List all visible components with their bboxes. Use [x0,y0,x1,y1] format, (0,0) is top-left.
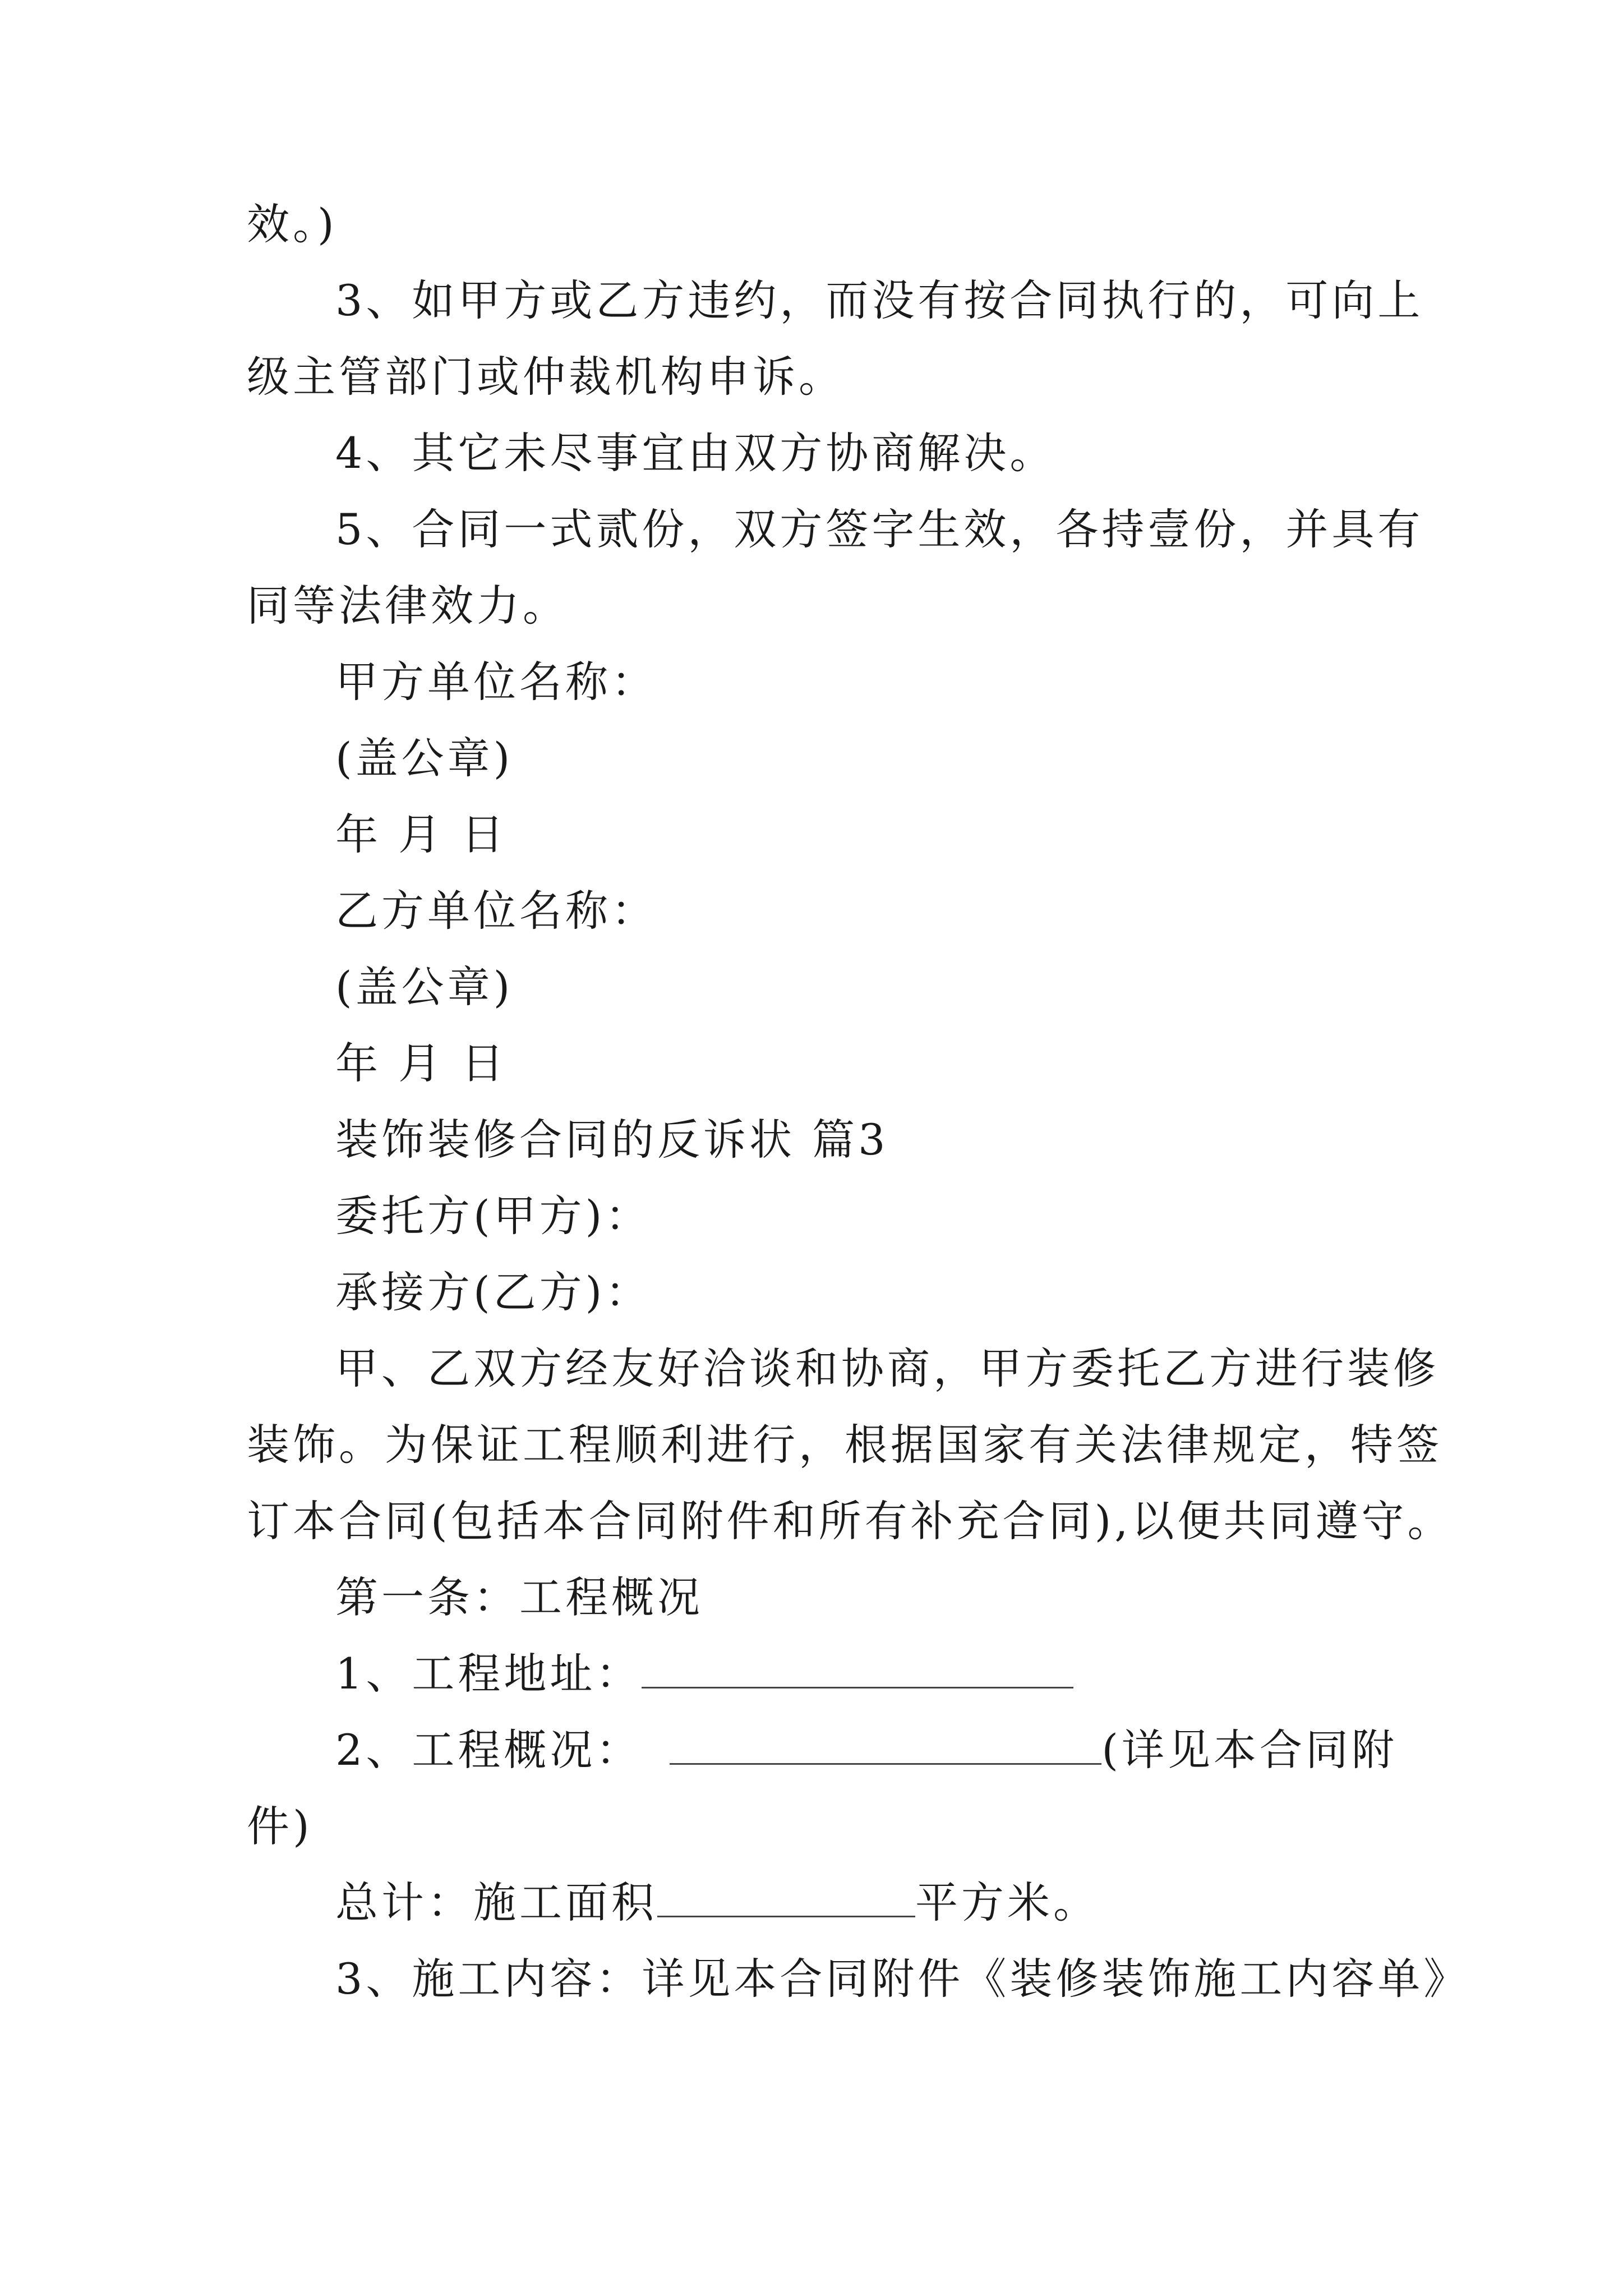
party-b-seal: (盖公章) [335,962,514,1012]
project-overview-note: (详见本合同附 [1101,1725,1398,1775]
construction-content: 3、施工内容：详见本合同附件《装修装饰施工内容单》 [335,1954,1470,2004]
party-b-date: 年 月 日 [335,1038,508,1088]
contractor-party-label: 承接方(乙方)： [335,1267,652,1317]
project-address-blank [642,1648,1073,1688]
intro-line-2: 装饰。为保证工程顺利进行，根据国家有关法律规定，特签 [247,1420,1442,1470]
clause-3-line-1: 3、如甲方或乙方违约，而没有按合同执行的，可向上 [335,275,1424,325]
project-overview-row [335,1722,1398,1778]
project-address-label: 1、工程地址： [335,1649,642,1699]
project-overview-label: 2、工程概况： [335,1725,642,1775]
clause-4: 4、其它未尽事宜由双方协商解决。 [335,428,1056,478]
total-area-row [335,1875,1099,1931]
project-overview-note-end: 件) [247,1801,313,1851]
client-party-label: 委托方(甲方)： [335,1191,652,1241]
intro-line-1: 甲、乙双方经友好洽谈和协商，甲方委托乙方进行装修 [335,1343,1439,1393]
article-1-heading: 第一条：工程概况 [335,1572,703,1622]
clause-5-line-2: 同等法律效力。 [247,581,569,631]
total-area-label: 总计：施工面积 [335,1878,657,1927]
party-b-name-label: 乙方单位名称： [335,886,657,936]
clause-3-line-2: 级主管部门或仲裁机构申诉。 [247,352,845,402]
project-address-row [335,1646,1073,1702]
party-a-date: 年 月 日 [335,809,508,859]
total-area-blank [657,1876,915,1917]
total-area-unit: 平方米。 [915,1878,1099,1927]
party-a-name-label: 甲方单位名称： [335,657,657,707]
text-line: 效。) [247,199,338,249]
clause-5-line-1: 5、合同一式贰份，双方签字生效，各持壹份，并具有 [335,504,1424,554]
party-a-seal: (盖公章) [335,733,514,783]
section-heading: 装饰装修合同的反诉状 篇3 [335,1115,889,1165]
intro-line-3: 订本合同(包括本合同附件和所有补充合同),以便共同遵守。 [247,1496,1454,1546]
project-overview-blank [670,1724,1101,1765]
